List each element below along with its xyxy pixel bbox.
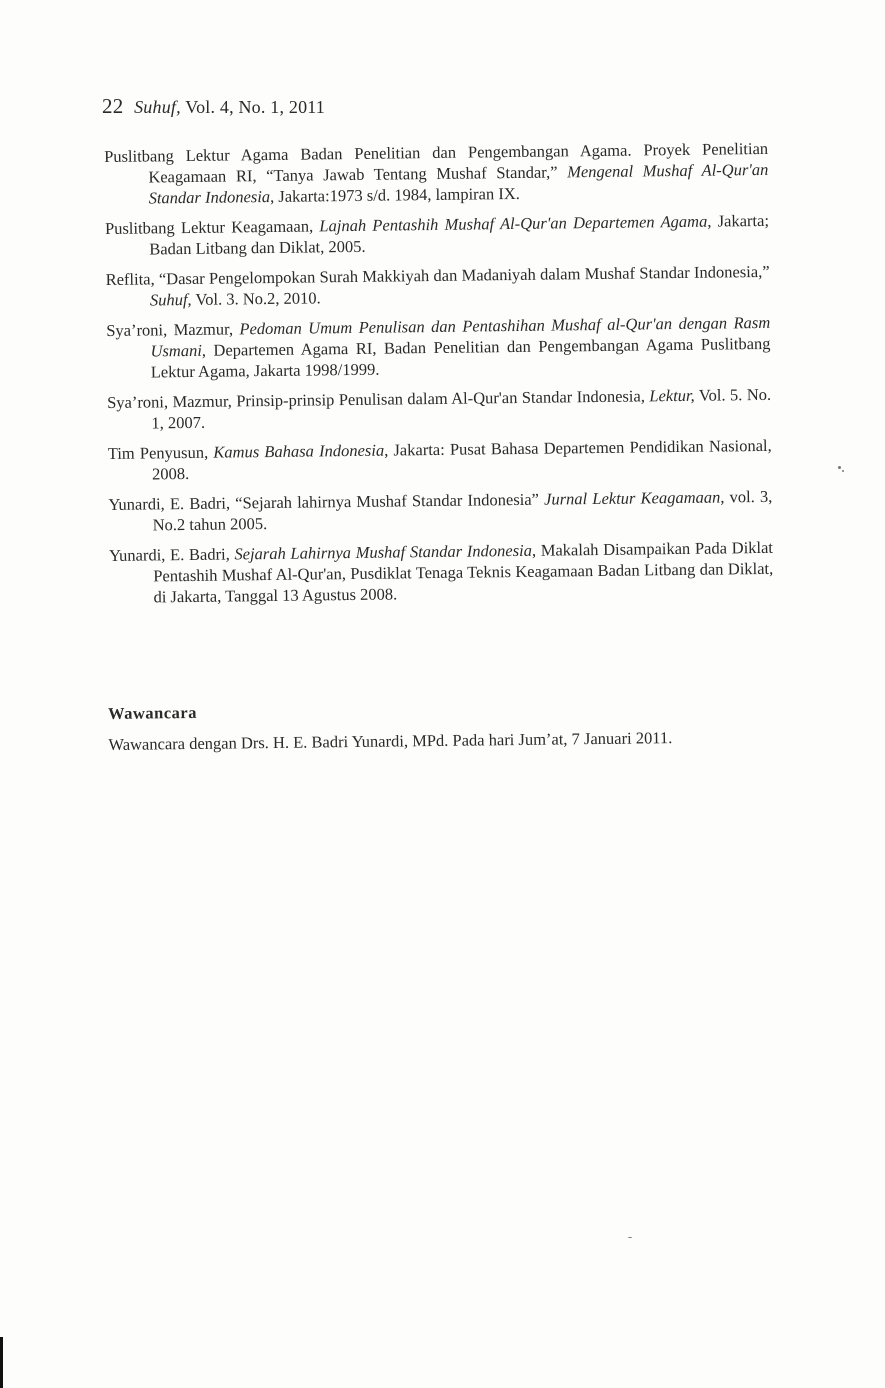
reference-title: Lajnah Pentashih Mushaf Al-Qur'an Departemen Agama	[319, 211, 708, 236]
reference-text: , Jakarta; Badan Litbang dan Diklat, 2005.	[149, 210, 770, 259]
reference-text: , vol. 3, No.2 tahun 2005.	[152, 486, 773, 535]
reference-entry	[105, 210, 769, 260]
reference-entry	[104, 138, 769, 209]
reference-text: Vol. 3. No.2, 2010.	[191, 288, 321, 309]
reference-title: Kamus Bahasa Indonesia	[213, 440, 385, 462]
reference-entry	[108, 435, 772, 485]
reference-text: , Departemen Agama RI, Badan Penelitian dan Pengembangan Agama Puslitbang Lektur Agama, Jakarta 1998/1999.	[150, 333, 771, 382]
reference-text: , Makalah Disampaikan Pada Diklat Pentashih Mushaf Al-Qur'an, Pusdiklat Tenaga Teknis Keagamaan Badan Litbang dan Diklat, di Jakarta, Tanggal 13 Agustus 2008.	[153, 537, 774, 607]
reference-text: Puslitbang Lektur Agama Badan Penelitian dan Pengembangan Agama. Proyek Penelitian Keagamaan RI, “Tanya Jawab Tentang Mushaf Standar,”	[104, 138, 769, 187]
running-header	[102, 94, 325, 119]
reference-title: Suhuf,	[149, 289, 192, 310]
scan-edge-mark	[0, 1337, 3, 1388]
reference-entry	[107, 384, 771, 434]
reference-entry	[106, 312, 771, 383]
reference-text: Reflita, “Dasar Pengelompokan Surah Makkiyah dan Madaniyah dalam Mushaf Standar Indonesia,”	[105, 261, 770, 289]
reference-text: Vol. 5. No. 1, 2007.	[151, 384, 772, 433]
reference-text: , Jakarta:1973 s/d. 1984, lampiran IX.	[269, 183, 520, 206]
page-number: 22	[102, 94, 124, 118]
reference-text: , Jakarta: Pusat Bahasa Departemen Pendidikan Nasional, 2008.	[151, 435, 772, 484]
reference-text: Sya’roni, Mazmur, Prinsip-prinsip Penulisan dalam Al-Qur'an Standar Indonesia,	[107, 386, 650, 412]
reference-title: Mengenal Mushaf Al-Qur'an Standar Indonesia	[148, 159, 769, 208]
reference-text: Tim Penyusun,	[107, 442, 214, 463]
reference-entry	[109, 537, 774, 608]
reference-text: Sya’roni, Mazmur,	[106, 319, 240, 340]
interview-section	[108, 696, 773, 756]
journal-issue: Vol. 4, No. 1, 2011	[185, 97, 325, 117]
reference-title: Lektur,	[649, 385, 695, 406]
bibliography-list	[104, 138, 774, 617]
reference-text: Yunardi, E. Badri,	[108, 544, 235, 565]
reference-text: Puslitbang Lektur Keagamaan,	[104, 216, 320, 238]
section-title: Wawancara	[108, 702, 198, 723]
scan-speck	[842, 470, 844, 472]
reference-text: Yunardi, E. Badri, “Sejarah lahirnya Mushaf Standar Indonesia”	[108, 489, 545, 514]
reference-entry	[106, 261, 770, 311]
journal-name: Suhuf,	[134, 97, 181, 117]
reference-entry	[108, 486, 772, 536]
reference-title: Jurnal Lektur Keagamaan	[543, 487, 721, 509]
reference-title: Sejarah Lahirnya Mushaf Standar Indonesia	[234, 540, 533, 564]
interview-text: Wawancara dengan Drs. H. E. Badri Yunardi, MPd. Pada hari Jum’at, 7 Januari 2011.	[108, 728, 673, 754]
scan-speck	[838, 466, 841, 469]
scan-speck	[628, 1237, 632, 1238]
reference-title: Pedoman Umum Penulisan dan Pentashihan Mushaf al-Qur'an dengan Rasm Usmani	[150, 312, 771, 361]
